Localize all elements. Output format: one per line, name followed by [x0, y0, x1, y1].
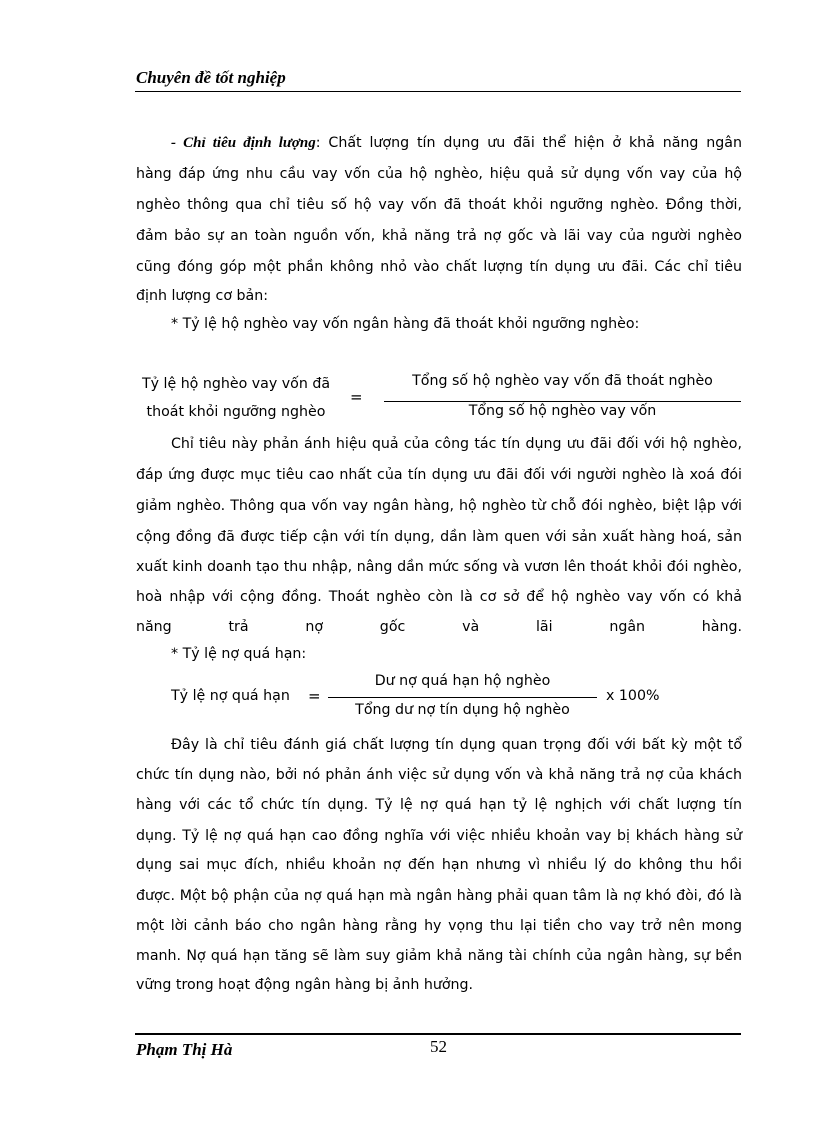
- intro-line-2: hàng đáp ứng nhu cầu vay vốn của hộ nghèo, hiệu quả sử dụng vốn vay của hộ: [136, 166, 742, 182]
- indicator2-line-3: hàng với các tổ chức tín dụng. Tỷ lệ nợ quá hạn tỷ lệ nghịch với chất lượng tín: [136, 797, 742, 813]
- indicator1-line-5: xuất kinh doanh tạo thu nhập, nâng dần mức sống và vươn lên thoát khỏi đói nghèo,: [136, 559, 742, 575]
- intro-line-5: cũng đóng góp một phần không nhỏ vào chất lượng tín dụng ưu đãi. Các chỉ tiêu: [136, 259, 742, 275]
- indicator2-line-6: được. Một bộ phận của nợ quá hạn mà ngân hàng phải quan tâm là nợ khó đòi, đó là: [136, 888, 742, 904]
- indicator1-line-3: giảm nghèo. Thông qua vốn vay ngân hàng, hộ nghèo từ chỗ đói nghèo, biệt lập với: [136, 498, 742, 514]
- indicator2-heading: * Tỷ lệ nợ quá hạn:: [171, 646, 307, 662]
- indicator1-line-2: đáp ứng được mục tiêu cao nhất của tín dụng ưu đãi đối với người nghèo là xoá đói: [136, 467, 742, 483]
- formula2-numerator: Dư nợ quá hạn hộ nghèo: [374, 673, 551, 689]
- indicator2-line-9: vững trong hoạt động ngân hàng bị ảnh hưởng.: [136, 977, 474, 993]
- footer-author: Phạm Thị Hà: [136, 1040, 233, 1059]
- indicator1-line-1: Chỉ tiêu này phản ánh hiệu quả của công tác tín dụng ưu đãi đối với hộ nghèo,: [171, 436, 742, 452]
- formula1-lhs-line1: Tỷ lệ hộ nghèo vay vốn đã: [141, 376, 331, 392]
- formula1-lhs-line2: thoát khỏi ngưỡng nghèo: [146, 404, 326, 420]
- indicator2-line-7: một lời cảnh báo cho ngân hàng rằng hy vọng thu lại tiền cho vay trở nên mong: [136, 918, 742, 934]
- indicator1-heading: * Tỷ lệ hộ nghèo vay vốn ngân hàng đã thoát khỏi ngưỡng nghèo:: [171, 316, 640, 332]
- intro-line-6: định lượng cơ bản:: [136, 288, 269, 304]
- formula2-equals: =: [308, 687, 321, 705]
- indicator1-line-7: năng trả nợ gốc và lãi ngân hàng.: [136, 619, 742, 635]
- intro-lead: - Chỉ tiêu định lượng: [171, 135, 316, 151]
- header-title: Chuyên đề tốt nghiệp: [136, 68, 286, 87]
- indicator1-line-6: hoà nhập với cộng đồng. Thoát nghèo còn là cơ sở để hộ nghèo vay vốn có khả: [136, 589, 742, 605]
- intro-line-1: [171, 133, 742, 153]
- formula2-denominator: Tổng dư nợ tín dụng hộ nghèo: [355, 702, 570, 718]
- formula1-denominator: Tổng số hộ nghèo vay vốn: [468, 403, 657, 419]
- intro-text-1: : Chất lượng tín dụng ưu đãi thể hiện ở khả năng ngân: [315, 135, 742, 151]
- header-divider: [135, 91, 741, 92]
- footer-divider: [135, 1033, 741, 1035]
- intro-line-4: đảm bảo sự an toàn nguồn vốn, khả năng trả nợ gốc và lãi vay của người nghèo: [136, 228, 742, 244]
- page-number: 52: [430, 1037, 447, 1056]
- formula1-fraction-bar: [384, 401, 741, 402]
- formula2-lhs: Tỷ lệ nợ quá hạn: [171, 688, 290, 704]
- formula2-multiplier: x 100%: [606, 688, 660, 704]
- indicator2-line-4: dụng. Tỷ lệ nợ quá hạn cao đồng nghĩa với việc nhiều khoản vay bị khách hàng sử: [136, 828, 742, 844]
- indicator2-line-8: manh. Nợ quá hạn tăng sẽ làm suy giảm khả năng tài chính của ngân hàng, sự bền: [136, 948, 742, 964]
- indicator2-line-2: chức tín dụng nào, bởi nó phản ánh việc sử dụng vốn và khả năng trả nợ của khách: [136, 767, 742, 783]
- indicator1-line-4: cộng đồng đã được tiếp cận với tín dụng, dần làm quen với sản xuất hàng hoá, sản: [136, 529, 742, 545]
- indicator2-line-5: dụng sai mục đích, nhiều khoản nợ đến hạn nhưng vì nhiều lý do không thu hồi: [136, 857, 742, 873]
- formula1-numerator: Tổng số hộ nghèo vay vốn đã thoát nghèo: [412, 373, 713, 389]
- indicator2-line-1: Đây là chỉ tiêu đánh giá chất lượng tín dụng quan trọng đối với bất kỳ một tổ: [171, 737, 742, 753]
- formula1-equals: =: [350, 388, 363, 406]
- intro-line-3: nghèo thông qua chỉ tiêu số hộ vay vốn đã thoát khỏi ngưỡng nghèo. Đồng thời,: [136, 197, 742, 213]
- formula2-fraction-bar: [328, 697, 597, 698]
